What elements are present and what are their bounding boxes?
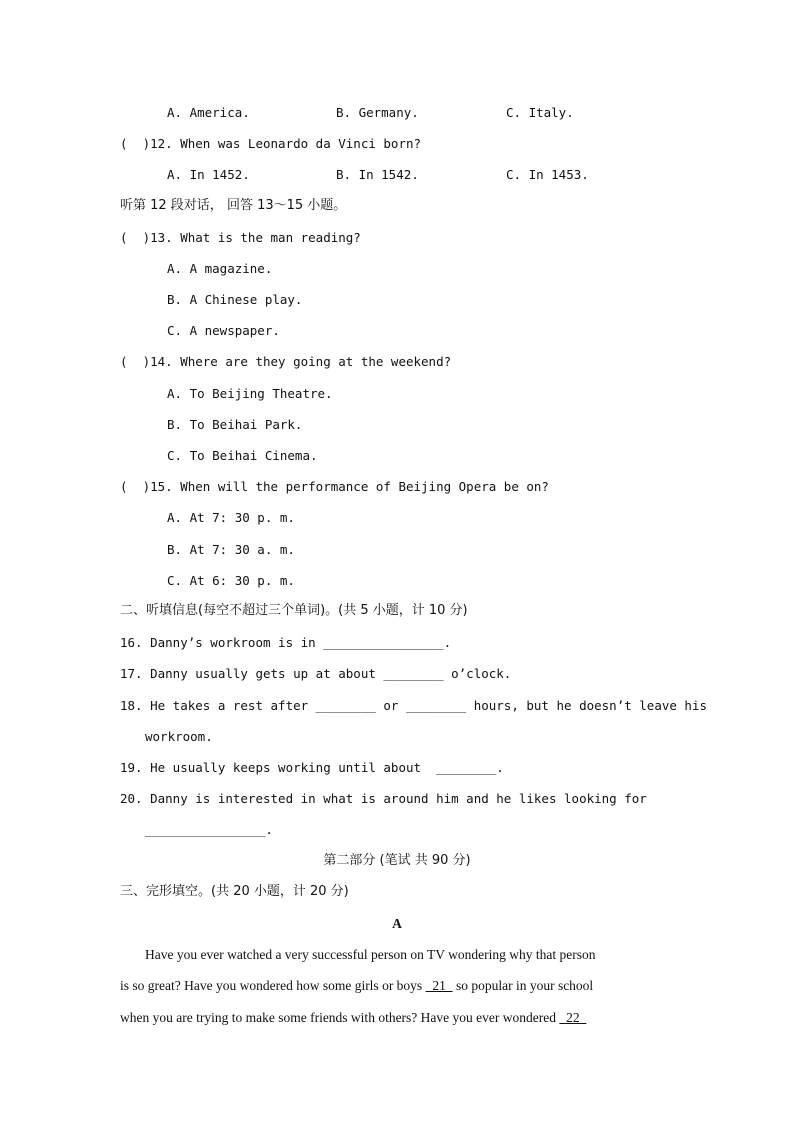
q18-text-line1: 18. He takes a rest after ________ or ________ hours, but he doesn’t leave his <box>120 698 707 713</box>
q20-text-line1: 20. Danny is interested in what is around him and he likes looking for <box>120 791 647 806</box>
q19-text: 19. He usually keeps working until about ________. <box>120 760 504 775</box>
q13-option-b: B. A Chinese play. <box>167 292 303 307</box>
q13-stem: ( )13. What is the man reading? <box>120 230 361 245</box>
q12-option-c: C. In 1453. <box>506 167 589 182</box>
q18-text-line2: workroom. <box>145 729 213 744</box>
q17-text: 17. Danny usually gets up at about ________ o’clock. <box>120 666 512 681</box>
q14-option-c: C. To Beihai Cinema. <box>167 448 318 463</box>
q12-stem: ( )12. When was Leonardo da Vinci born? <box>120 136 422 151</box>
q14-option-b: B. To Beihai Park. <box>167 417 303 432</box>
passage-line-3 <box>120 1010 586 1026</box>
passage-line-2-start: is so great? Have you wondered how some girls or boys <box>120 978 426 993</box>
q11-option-b: B. Germany. <box>336 105 419 120</box>
q14-stem: ( )14. Where are they going at the weekend? <box>120 354 452 369</box>
blank-22: 22 <box>559 1010 587 1025</box>
passage-label: A <box>392 916 402 931</box>
q11-option-a: A. America. <box>167 105 250 120</box>
q15-stem: ( )15. When will the performance of Beijing Opera be on? <box>120 479 549 494</box>
q15-option-c: C. At 6: 30 p. m. <box>167 573 295 588</box>
blank-21: 21 <box>425 978 453 993</box>
q15-option-a: A. At 7: 30 p. m. <box>167 510 295 525</box>
q15-option-b: B. At 7: 30 a. m. <box>167 542 295 557</box>
q16-text: 16. Danny’s workroom is in ________________. <box>120 635 452 650</box>
q20-text-line2: ________________. <box>145 822 273 837</box>
q13-option-c: C. A newspaper. <box>167 323 280 338</box>
section-2-heading: 二、听填信息(每空不超过三个单词)。(共 5 小题，计 10 分) <box>120 603 468 618</box>
q14-option-a: A. To Beijing Theatre. <box>167 386 333 401</box>
passage-line-3-start: when you are trying to make some friends with others? Have you ever wondered <box>120 1010 560 1025</box>
passage-line-2-end: so popular in your school <box>452 978 594 993</box>
part-2-title: 第二部分 (笔试 共 90 分) <box>323 853 471 868</box>
q12-option-a: A. In 1452. <box>167 167 250 182</box>
q13-option-a: A. A magazine. <box>167 261 273 276</box>
passage-line-2 <box>120 978 593 994</box>
passage-line-1: Have you ever watched a very successful person on TV wondering why that person <box>145 947 596 962</box>
q11-option-c: C. Italy. <box>506 105 574 120</box>
q12-option-b: B. In 1542. <box>336 167 419 182</box>
section-3-heading: 三、完形填空。(共 20 小题，计 20 分) <box>120 884 349 899</box>
dialogue-12-instruction: 听第 12 段对话， 回答 13～15 小题。 <box>120 198 347 213</box>
